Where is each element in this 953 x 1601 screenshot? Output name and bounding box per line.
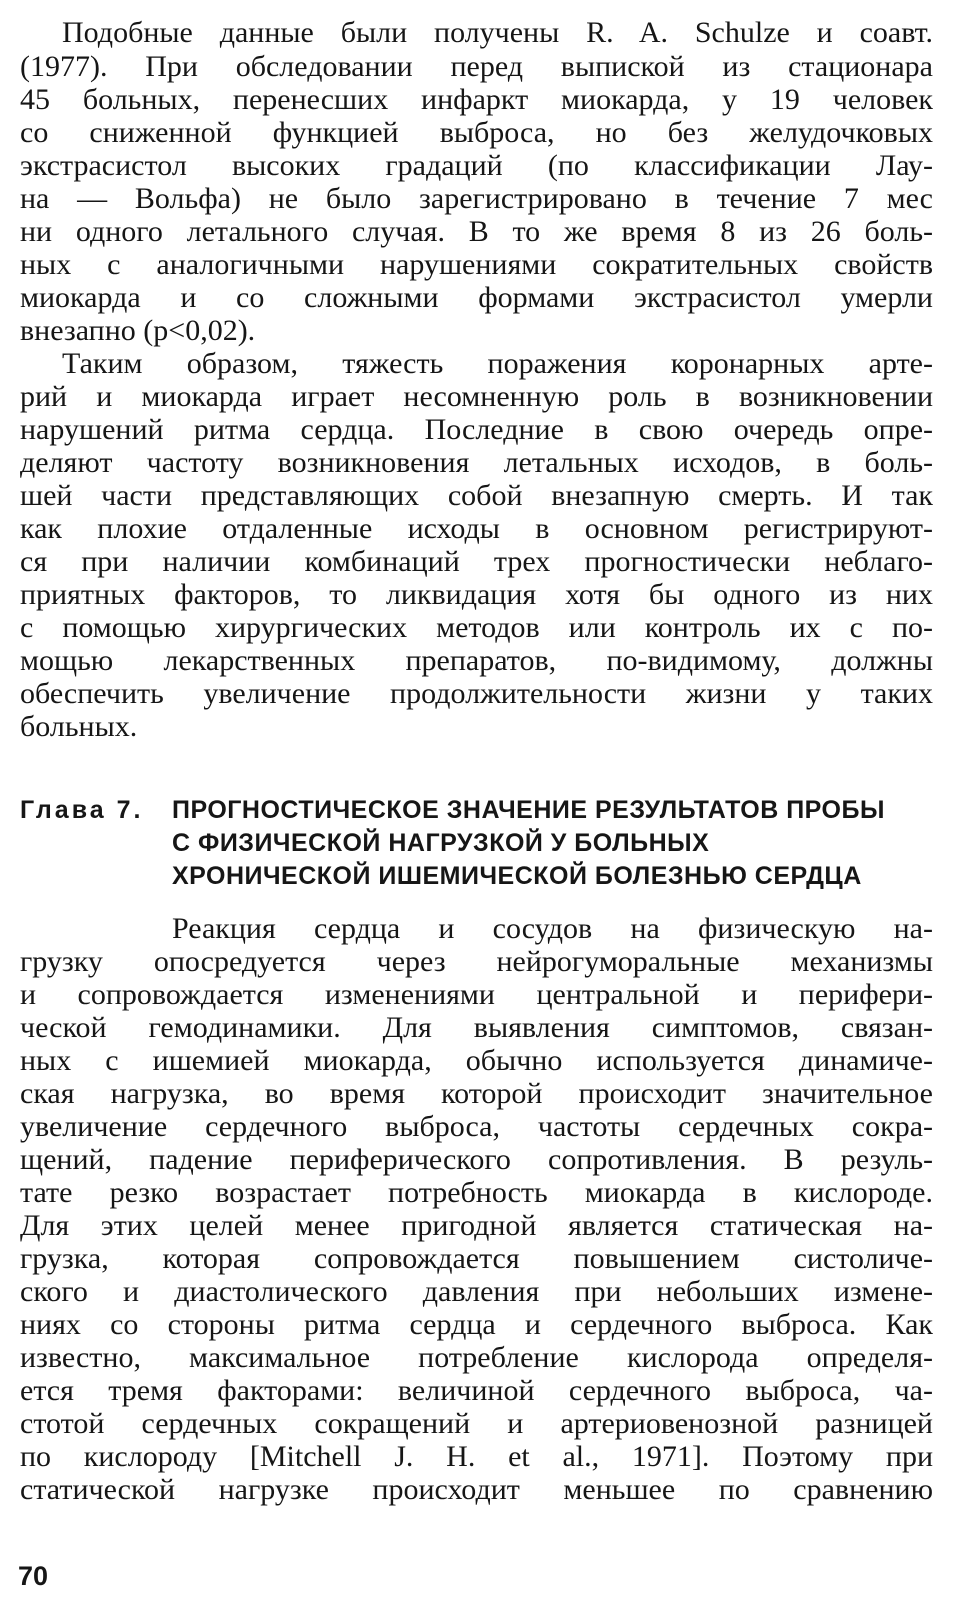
text-line: больных. xyxy=(20,710,138,743)
text-line: 45 больных, перенесших инфаркт миокарда, у 19 человек xyxy=(20,83,933,116)
text-line: увеличение сердечного выброса, частоты сердечных сокра- xyxy=(20,1110,933,1143)
text-line: Реакция сердца и сосудов на физическую на- xyxy=(172,912,933,945)
text-line: мощью лекарственных препаратов, по-видимому, должны xyxy=(20,644,933,677)
text-line: стотой сердечных сокращений и артериовенозной разницей xyxy=(20,1407,933,1440)
text-line: Для этих целей менее пригодной является статическая на- xyxy=(20,1209,933,1242)
text-line: как плохие отдаленные исходы в основном регистрируют- xyxy=(20,512,933,545)
text-line: Подобные данные были получены R. A. Schulze и соавт. xyxy=(62,16,933,49)
text-line: ская нагрузка, во время которой происходит значительное xyxy=(20,1077,933,1110)
text-line: ся при наличии комбинаций трех прогностически неблаго- xyxy=(20,545,933,578)
text-line: ных с аналогичными нарушениями сократительных свойств xyxy=(20,248,933,281)
text-line: внезапно (p<0,02). xyxy=(20,314,256,347)
text-line: экстрасистол высоких градаций (по классификации Лау- xyxy=(20,149,933,182)
text-line: со сниженной функцией выброса, но без желудочковых xyxy=(20,116,933,149)
chapter-label: Глава 7. xyxy=(20,796,144,824)
text-line: по кислороду [Mitchell J. H. et al., 1971]. Поэтому при xyxy=(20,1440,933,1473)
text-line: обеспечить увеличение продолжительности жизни у таких xyxy=(20,677,933,710)
text-line: рий и миокарда играет несомненную роль в возникновении xyxy=(20,380,933,413)
text-line: статической нагрузке происходит меньшее по сравнению xyxy=(20,1473,933,1506)
chapter-title-line: ПРОГНОСТИЧЕСКОЕ ЗНАЧЕНИЕ РЕЗУЛЬТАТОВ ПРОБЫ xyxy=(172,796,885,824)
text-line: и сопровождается изменениями центральной и перифери- xyxy=(20,978,933,1011)
text-line: грузка, которая сопровождается повышением систоличе- xyxy=(20,1242,933,1275)
text-line: миокарда и со сложными формами экстрасистол умерли xyxy=(20,281,933,314)
chapter-title-line: С ФИЗИЧЕСКОЙ НАГРУЗКОЙ У БОЛЬНЫХ xyxy=(172,829,710,857)
text-line: (1977). При обследовании перед выпиской из стационара xyxy=(20,50,933,83)
text-line: ского и диастолического давления при небольших измене- xyxy=(20,1275,933,1308)
text-line: ется тремя факторами: величиной сердечного выброса, ча- xyxy=(20,1374,933,1407)
text-line: деляют частоту возникновения летальных исходов, в боль- xyxy=(20,446,933,479)
chapter-title-line: ХРОНИЧЕСКОЙ ИШЕМИЧЕСКОЙ БОЛЕЗНЬЮ СЕРДЦА xyxy=(172,862,862,890)
text-line: тате резко возрастает потребность миокарда в кислороде. xyxy=(20,1176,933,1209)
text-line: щений, падение периферического сопротивления. В резуль- xyxy=(20,1143,933,1176)
text-line: ных с ишемией миокарда, обычно используется динамиче- xyxy=(20,1044,933,1077)
page-number: 70 xyxy=(18,1561,49,1591)
text-line: шей части представляющих собой внезапную смерть. И так xyxy=(20,479,933,512)
text-line: ческой гемодинамики. Для выявления симптомов, связан- xyxy=(20,1011,933,1044)
text-line: приятных факторов, то ликвидация хотя бы одного из них xyxy=(20,578,933,611)
text-line: ни одного летального случая. В то же время 8 из 26 боль- xyxy=(20,215,933,248)
text-line: с помощью хирургических методов или контроль их с по- xyxy=(20,611,933,644)
text-line: Таким образом, тяжесть поражения коронарных арте- xyxy=(62,347,933,380)
text-line: ниях со стороны ритма сердца и сердечного выброса. Как xyxy=(20,1308,933,1341)
text-line: известно, максимальное потребление кислорода определя- xyxy=(20,1341,933,1374)
text-line: грузку опосредуется через нейрогуморальные механизмы xyxy=(20,945,933,978)
text-line: нарушений ритма сердца. Последние в свою очередь опре- xyxy=(20,413,933,446)
text-line: на — Вольфа) не было зарегистрировано в течение 7 мес xyxy=(20,182,933,215)
